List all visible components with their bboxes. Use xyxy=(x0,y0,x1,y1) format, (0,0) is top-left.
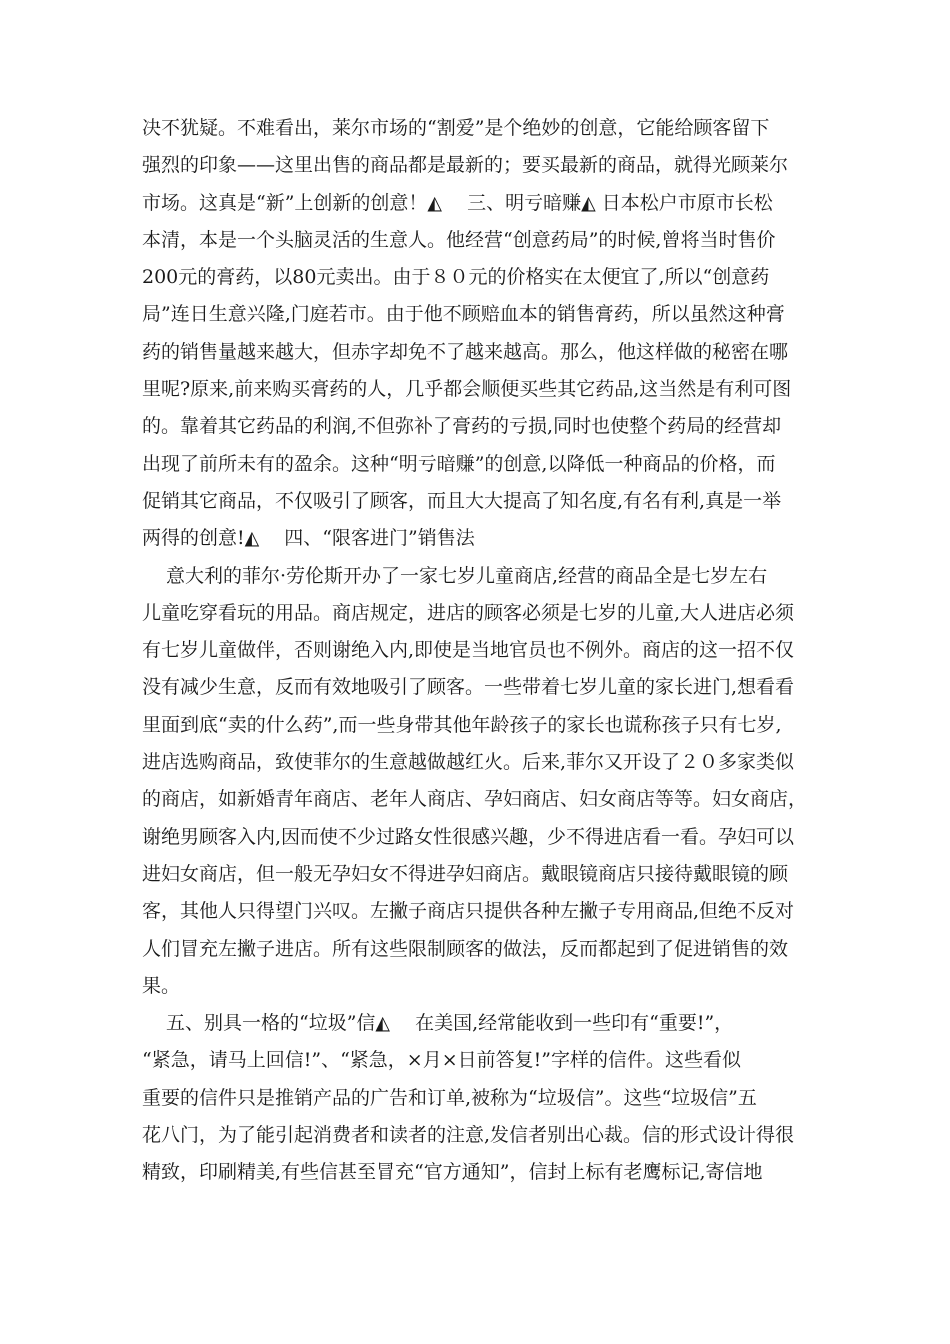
text-line: 客，其他人只得望门兴叹。左撇子商店只提供各种左撇子专用商品,但绝不反对 xyxy=(142,900,795,923)
text-line: 果。 xyxy=(142,974,181,997)
text-line: 精致，印刷精美,有些信甚至冒充“官方通知”，信封上标有老鹰标记,寄信地 xyxy=(142,1161,763,1184)
text-line: 有七岁儿童做伴，否则谢绝入内,即使是当地官员也不例外。商店的这一招不仅 xyxy=(142,639,795,662)
text-line: 里呢?原来,前来购买膏药的人，几乎都会顺便买些其它药品,这当然是有利可图 xyxy=(142,378,792,401)
text-line: 两得的创意!◭ 四、“限客进门”销售法 xyxy=(142,527,475,550)
text-line: 促销其它商品，不仅吸引了顾客，而且大大提高了知名度,有名有利,真是一举 xyxy=(142,489,782,512)
text-line: 出现了前所未有的盈余。这种“明亏暗赚”的创意,以降低一种商品的价格，而 xyxy=(142,452,776,475)
text-line: 没有减少生意，反而有效地吸引了顾客。一些带着七岁儿童的家长进门,想看看 xyxy=(142,676,795,699)
text-line: 局”连日生意兴隆,门庭若市。由于他不顾赔血本的销售膏药，所以虽然这种膏 xyxy=(142,303,785,326)
text-line: 本清，本是一个头脑灵活的生意人。他经营“创意药局”的时候,曾将当时售价 xyxy=(142,228,776,251)
text-line: 谢绝男顾客入内,因而使不少过路女性很感兴趣，少不得进店看一看。孕妇可以 xyxy=(142,825,795,848)
body-text xyxy=(142,110,812,1192)
text-line: 进店选购商品，致使菲尔的生意越做越红火。后来,菲尔又开设了２０多家类似 xyxy=(142,751,795,774)
text-line: 决不犹疑。不难看出，莱尔市场的“割爱”是个绝妙的创意，它能给顾客留下 xyxy=(142,117,770,139)
text-line: 重要的信件只是推销产品的广告和订单,被称为“垃圾信”。这些“垃圾信”五 xyxy=(142,1086,757,1109)
text-line: 意大利的菲尔·劳伦斯开办了一家七岁儿童商店,经营的商品全是七岁左右 xyxy=(166,564,768,587)
text-line: 人们冒充左撇子进店。所有这些限制顾客的做法，反而都起到了促进销售的效 xyxy=(142,937,789,960)
text-line: “紧急，请马上回信!”、“紧急，×月×日前答复!”字样的信件。这些看似 xyxy=(142,1049,741,1072)
text-line: 花八门，为了能引起消费者和读者的注意,发信者别出心裁。信的形式设计得很 xyxy=(142,1124,795,1147)
text-line: 五、别具一格的“垃圾”信◭ 在美国,经常能收到一些印有“重要!”， xyxy=(166,1012,734,1035)
text-line: 200元的膏药，以80元卖出。由于８０元的价格实在太便宜了,所以“创意药 xyxy=(142,266,770,289)
text-line: 市场。这真是“新”上创新的创意！◭ 三、明亏暗赚◭ 日本松户市原市长松 xyxy=(142,191,773,214)
text-line: 的。靠着其它药品的利润,不但弥补了膏药的亏损,同时也使整个药局的经营却 xyxy=(142,415,782,438)
text-line: 强烈的印象——这里出售的商品都是最新的；要买最新的商品，就得光顾莱尔 xyxy=(142,154,789,177)
text-line: 里面到底“卖的什么药”,而一些身带其他年龄孩子的家长也谎称孩子只有七岁, xyxy=(142,713,782,736)
text-line: 药的销售量越来越大，但赤字却免不了越来越高。那么，他这样做的秘密在哪 xyxy=(142,340,789,363)
text-line: 儿童吃穿看玩的用品。商店规定，进店的顾客必须是七岁的儿童,大人进店必须 xyxy=(142,601,795,624)
text-line: 的商店，如新婚青年商店、老年人商店、孕妇商店、妇女商店等等。妇女商店， xyxy=(142,788,808,811)
text-line: 进妇女商店，但一般无孕妇女不得进孕妇商店。戴眼镜商店只接待戴眼镜的顾 xyxy=(142,862,789,885)
